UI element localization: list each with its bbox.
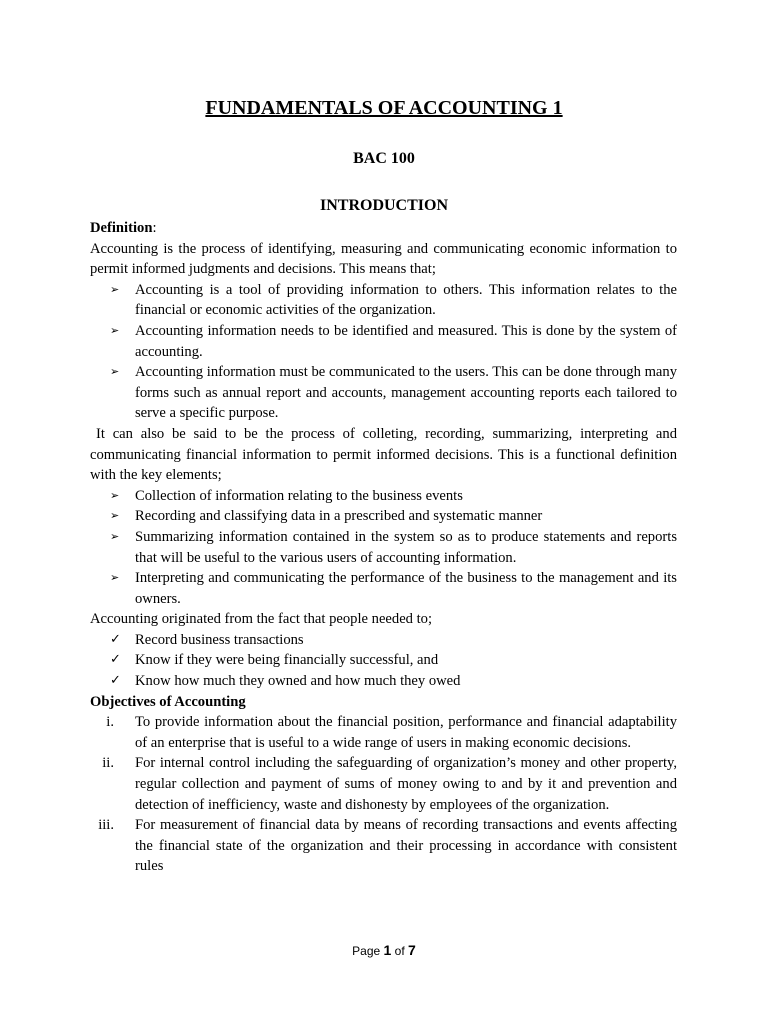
list-item-text: Accounting information must be communicated to the users. This can be done through many forms such as annual report and accounts, management accounting reports each tailored to serve a specific purpose. — [135, 364, 677, 422]
list-item-text: Recording and classifying data in a prescribed and systematic manner — [135, 508, 543, 525]
current-page-number: 1 — [383, 942, 392, 958]
key-elements-list — [90, 486, 677, 610]
list-item — [90, 362, 677, 424]
list-item — [90, 527, 677, 568]
document-title: FUNDAMENTALS OF ACCOUNTING 1 — [205, 97, 563, 119]
list-item — [90, 321, 677, 362]
total-pages-number: 7 — [408, 942, 416, 958]
list-item — [90, 712, 677, 753]
list-item — [90, 650, 677, 671]
objectives-heading: Objectives of Accounting — [90, 693, 246, 710]
list-item-text: Know how much they owned and how much they owed — [135, 673, 461, 690]
list-item-text: Record business transactions — [135, 631, 304, 648]
definition-intro: Accounting is the process of identifying, measuring and communicating economic information to permit informed judgments and decisions. This means that; — [90, 240, 677, 278]
definition-heading: Definition — [90, 220, 153, 236]
list-item — [90, 568, 677, 609]
functional-definition: It can also be said to be the process of colleting, recording, summarizing, interpreting and communicating financial information to permit informed decisions. This is a functional definition with the key elements; — [90, 425, 677, 484]
list-item-text: For internal control including the safeguarding of organization’s money and other property, regular collection and payment of sums of money owing to and by it and prevention and detection of inefficiency, waste and dishonesty by employees of the organization. — [135, 755, 677, 813]
definition-heading-line — [90, 218, 677, 239]
origin-intro: Accounting originated from the fact that people needed to; — [90, 611, 433, 628]
list-item-text: For measurement of financial data by means of recording transactions and events affecting the financial state of the organization and their processing in accordance with consistent rules — [135, 817, 677, 875]
course-code: BAC 100 — [353, 150, 415, 167]
checkmark-bullet-icon: ✓ — [110, 673, 121, 689]
list-item — [90, 506, 677, 527]
of-label: of — [394, 944, 405, 958]
origin-points-list — [90, 630, 677, 692]
page-label: Page — [352, 944, 381, 958]
arrowhead-bullet-icon: ➢ — [110, 509, 120, 523]
arrowhead-bullet-icon: ➢ — [110, 282, 120, 296]
list-item — [90, 486, 677, 507]
list-item-text: Collection of information relating to the business events — [135, 487, 463, 504]
list-item — [90, 630, 677, 651]
list-item-text: Interpreting and communicating the performance of the business to the management and its owners. — [135, 570, 677, 607]
arrowhead-bullet-icon: ➢ — [110, 365, 120, 379]
arrowhead-bullet-icon: ➢ — [110, 529, 120, 543]
list-item-text: Accounting is a tool of providing information to others. This information relates to the financial or economic activities of the organization. — [135, 281, 677, 319]
definition-points-list — [90, 280, 677, 424]
list-item-text: Summarizing information contained in the system so as to produce statements and reports that will be useful to the various users of accounting information. — [135, 528, 677, 566]
arrowhead-bullet-icon: ➢ — [110, 323, 120, 337]
objectives-list — [90, 712, 677, 877]
list-marker: i. — [106, 714, 114, 731]
list-item-text: To provide information about the financial position, performance and financial adaptability of an enterprise that is useful to a wide range of users in making economic decisions. — [135, 714, 677, 751]
arrowhead-bullet-icon: ➢ — [110, 571, 120, 585]
list-item — [90, 815, 677, 877]
list-item-text: Accounting information needs to be identified and measured. This is done by the system of accounting. — [135, 322, 677, 360]
list-marker: ii. — [102, 755, 114, 772]
checkmark-bullet-icon: ✓ — [110, 652, 121, 668]
definition-colon: : — [152, 220, 157, 236]
section-title: INTRODUCTION — [319, 197, 448, 214]
list-item — [90, 280, 677, 321]
document-body — [90, 218, 677, 877]
list-item — [90, 671, 677, 692]
checkmark-bullet-icon: ✓ — [110, 631, 121, 647]
list-marker: iii. — [98, 817, 114, 834]
list-item-text: Know if they were being financially successful, and — [135, 652, 439, 669]
list-item — [90, 753, 677, 815]
page-footer — [0, 941, 768, 960]
arrowhead-bullet-icon: ➢ — [110, 488, 120, 502]
